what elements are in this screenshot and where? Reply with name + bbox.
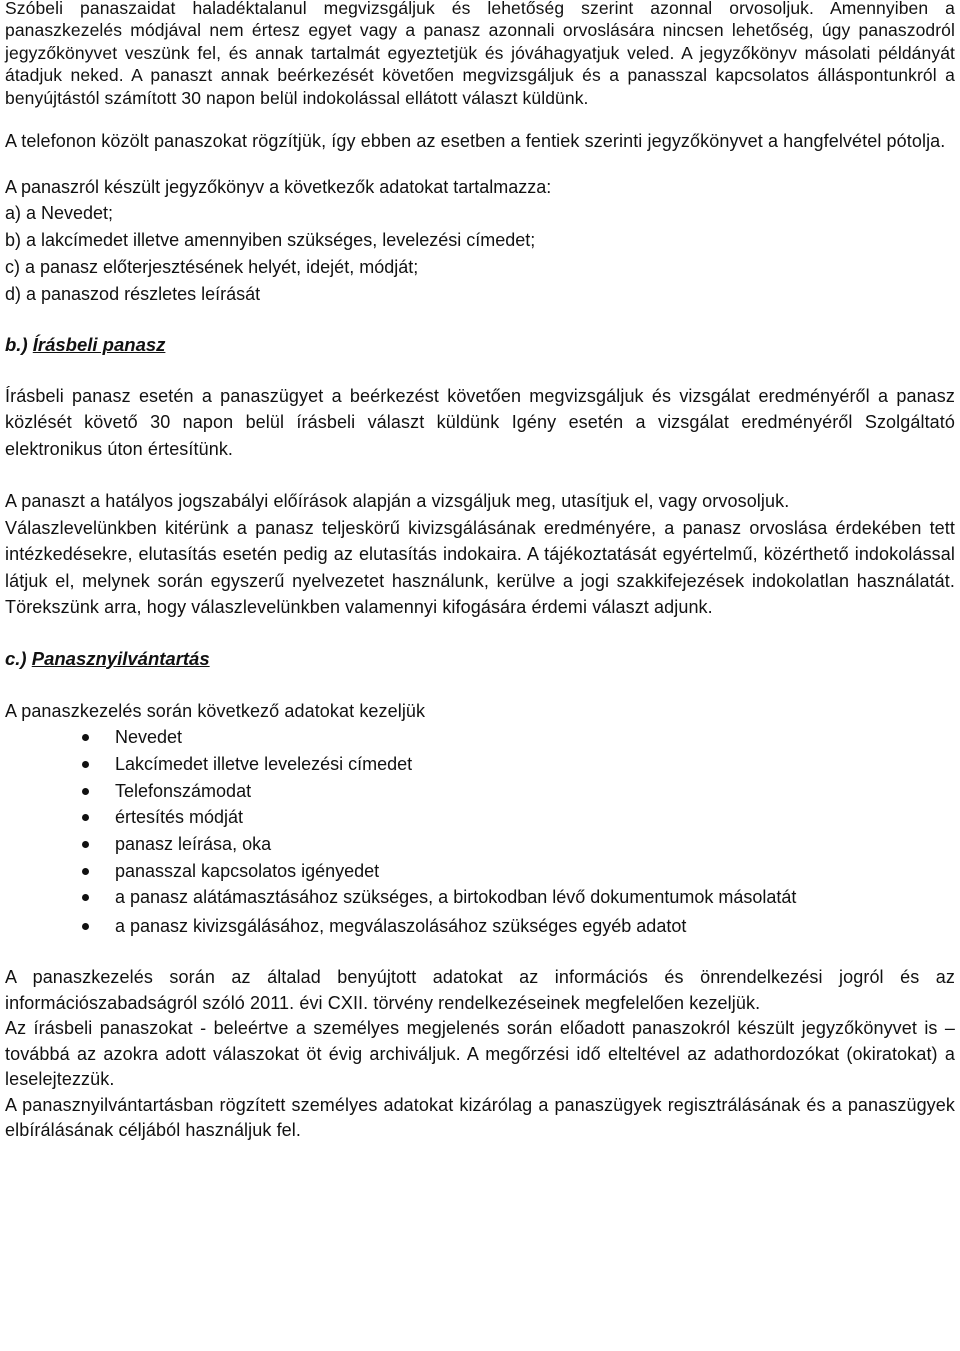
paragraph-data-protection: A panaszkezelés során az általad benyújtott adatokat az információs és önrendelkezési jogról és az információszabadságról szóló 2011. évi CXII. törvény rendelkezéseinek megfelelően kezeljük. <box>5 967 955 1013</box>
list-item: a panasz alátámasztásához szükséges, a birtokodban lévő dokumentumok másolatát <box>5 885 955 910</box>
record-item: a) a Nevedet; <box>5 203 114 224</box>
paragraph-reply-letter: Válaszlevelünkben kitérünk a panasz teljeskörű kivizsgálásának eredményére, a panasz orvoslása érdekében tett intézkedésekre, elutasítás esetén pedig az elutasítás indokaira. A tájékoztatását egyértelmű, közérthető indokolással látjuk el, melynek során egyszerű nyelvezetet használunk, kerülve a jogi szakkifejezések indokolatlan használatát. Törekszünk arra, hogy válaszlevelünkben valamennyi kifogására érdemi választ adjunk. <box>5 517 955 618</box>
document-page <box>5 0 955 1144</box>
record-item: c) a panasz előterjesztésének helyét, idejét, módját; <box>5 256 419 277</box>
list-item: értesítés módját <box>5 804 955 831</box>
record-contents-intro: A panaszról készült jegyzőkönyv a következők adatokat tartalmazza: <box>5 176 552 197</box>
heading-title: Panasznyilvántartás <box>31 647 210 669</box>
record-item: d) a panaszod részletes leírását <box>5 283 261 304</box>
bullet-icon <box>82 814 89 821</box>
bullet-icon <box>82 841 89 848</box>
list-item: panasz leírása, oka <box>5 831 955 858</box>
heading-prefix: c.) <box>5 647 32 669</box>
list-item: Telefonszámodat <box>5 778 955 805</box>
paragraph-written-procedure: Írásbeli panasz esetén a panaszügyet a beérkezést követően megvizsgáljuk és vizsgálat eredményéről a panasz közlését követő 30 napon belül írásbeli választ küldünk Igény esetén a vizsgálat eredményéről Szolgáltató elektronikus úton értesítünk. <box>5 385 955 459</box>
list-item: Lakcímedet illetve levelezési címedet <box>5 751 955 778</box>
bullet-icon <box>82 923 89 930</box>
list-item: panasszal kapcsolatos igényedet <box>5 858 955 885</box>
heading-title: Írásbeli panasz <box>32 333 166 355</box>
paragraph-archiving: Az írásbeli panaszokat - beleértve a személyes megjelenés során előadott panaszokról készült jegyzőkönyvet is – továbbá az azokra adott válaszokat öt évig archiváljuk. A megőrzési idő elteltével az adathordozókat (okiratokat) a leselejtezzük. <box>5 1018 955 1090</box>
bullet-icon <box>82 894 89 901</box>
bullet-icon <box>82 868 89 875</box>
list-item: Nevedet <box>5 724 955 751</box>
heading-prefix: b.) <box>5 333 33 355</box>
record-item: b) a lakcímedet illetve amennyiben szükséges, levelezési címedet; <box>5 230 536 251</box>
list-item: a panasz kivizsgálásához, megválaszolásához szükséges egyéb adatot <box>5 913 955 940</box>
paragraph-register-purpose: A panasznyilvántartásban rögzített személyes adatokat kizárólag a panaszügyek regisztrálásának és a panaszügyek elbírálásának céljából használjuk fel. <box>5 1094 955 1141</box>
record-contents-block <box>5 174 955 308</box>
handled-data-list <box>5 724 955 940</box>
bullet-icon <box>82 788 89 795</box>
paragraph-phone-complaints: A telefonon közölt panaszokat rögzítjük, így ebben az esetben a fentiek szerinti jegyzőkönyvet a hangfelvétel pótolja. <box>5 131 946 152</box>
bullet-icon <box>82 761 89 768</box>
section-heading-complaint-register <box>5 646 955 672</box>
section-heading-written-complaint <box>5 332 955 358</box>
paragraph-legal-basis: A panaszt a hatályos jogszabályi előírások alapján a vizsgáljuk meg, utasítjuk el, vagy orvosoljuk. <box>5 491 790 512</box>
paragraph-register-intro: A panaszkezelés során következő adatokat kezeljük <box>5 700 426 721</box>
paragraph-oral-complaints: Szóbeli panaszaidat haladéktalanul megvizsgáljuk és lehetőség szerint azonnal orvosoljuk. Amennyiben a panaszkezelés módjával nem értesz egyet vagy a panasz azonnali orvoslására nincsen lehetőség, úgy panaszodról jegyzőkönyvet veszünk fel, és annak tartalmát egyeztetjük és jóváhagyatjuk veled. A jegyzőkönyv másolati példányát átadjuk neked. A panaszt annak beérkezését követően megvizsgáljuk és a panasszal kapcsolatos álláspontunkról a benyújtástól számított 30 napon belül indokolással ellátott választ küldünk. <box>5 0 955 108</box>
bullet-icon <box>82 734 89 741</box>
